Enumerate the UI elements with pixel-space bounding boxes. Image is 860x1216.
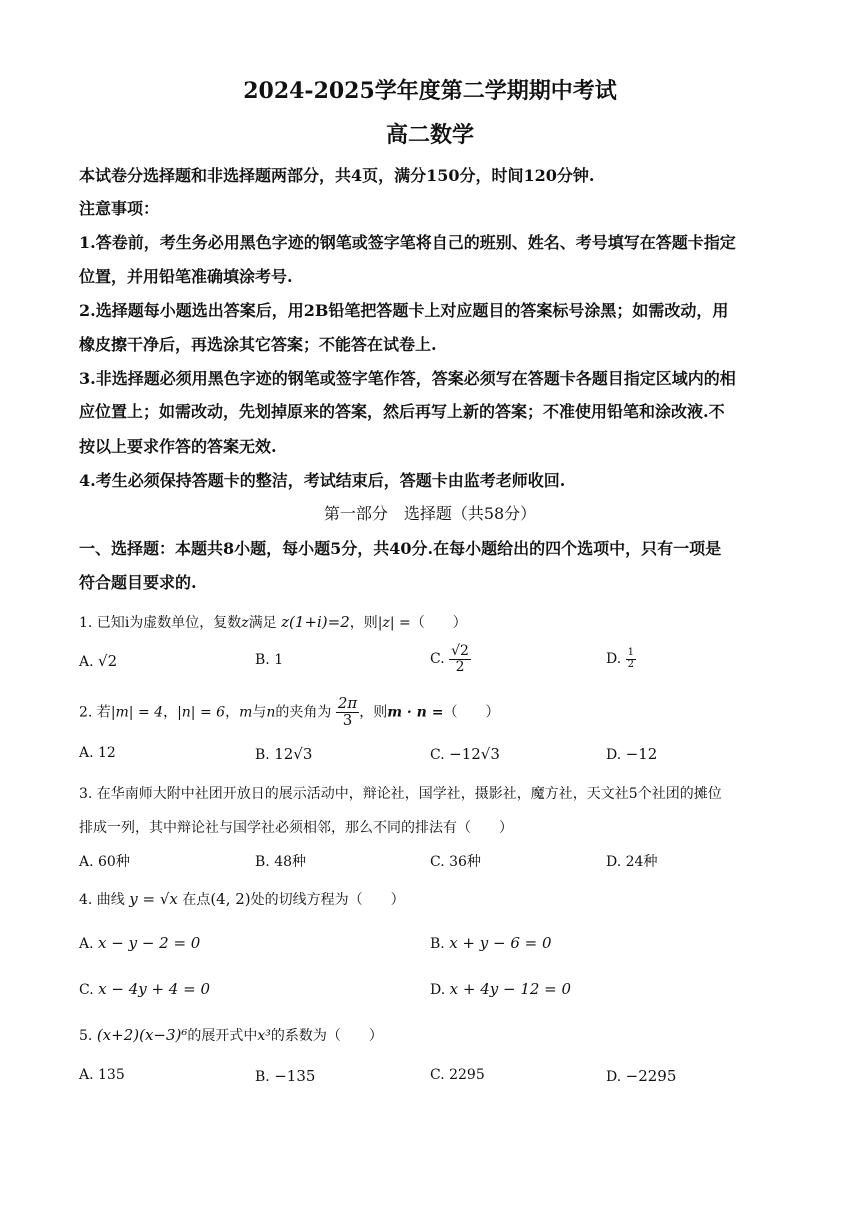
q5-option-d[interactable]: D. −2295 [606,1067,677,1085]
q2-option-b[interactable]: B. 12√3 [255,745,313,763]
section-instruction: 一、选择题：本题共8小题，每小题5分，共40分.在每小题给出的四个选项中，只有一项是 [79,539,722,558]
notice-line: 橡皮擦干净后，再选涂其它答案；不能答在试卷上. [79,335,437,354]
q1-option-a[interactable]: A. √2 [79,652,118,670]
q2-option-a[interactable]: A. 12 [79,745,116,761]
q1-fraction: $\frac{√2}{2}$ [451,643,469,675]
q5-option-b[interactable]: B. −135 [255,1067,316,1085]
q5-option-c[interactable]: C. 2295 [430,1067,485,1083]
section-instruction: 符合题目要求的. [79,573,197,592]
notice-line: 1.答卷前，考生务必用黑色字迹的钢笔或签字笔将自己的班别、姓名、考号填写在答题卡指定 [79,233,736,252]
exam-summary: 本试卷分选择题和非选择题两部分，共4页，满分150分，时间120分钟. [79,166,595,185]
question-2: 2. 若|m| = 4，|n| = 6，m与n的夹角为 $\frac{2\pi}{3}$ ，则m · n =（ ） [79,694,500,729]
q2-angle-fraction: $\frac{2\pi}{3}$ [337,694,358,729]
part1-heading: 第一部分 选择题（共58分） [323,504,537,523]
notice-line: 3.非选择题必须用黑色字迹的钢笔或签字笔作答，答案必须写在答题卡各题目指定区域内的相 [79,369,736,388]
q3-option-c[interactable]: C. 36种 [430,854,481,870]
question-3-line: 排成一列，其中辩论社与国学社必须相邻，那么不同的排法有（ ） [79,820,513,836]
q3-option-b[interactable]: B. 48种 [255,854,307,870]
q1-option-b[interactable]: B. 1 [255,652,284,668]
notice-line: 应位置上；如需改动，先划掉原来的答案，然后再写上新的答案；不准使用铅笔和涂改液.不 [79,402,725,421]
q1-option-c[interactable]: C. $\frac{√2}{2}$ [430,643,469,675]
q4-point: (4, 2) [210,890,251,908]
notice-line: 4.考生必须保持答题卡的整洁，考试结束后，答题卡由监考老师收回. [79,471,566,490]
q4-option-d[interactable]: D. x + 4y − 12 = 0 [430,980,572,998]
q5-expression: (x+2)(x−3)⁶ [96,1026,188,1044]
q5-term: x³ [257,1028,271,1044]
q4-curve: y = √x [129,890,178,908]
q4-option-a[interactable]: A. x − y − 2 = 0 [79,934,201,952]
q4-option-c[interactable]: C. x − 4y + 4 = 0 [79,980,211,998]
q2-dot-product: m · n = [387,704,444,721]
notice-line: 2.选择题每小题选出答案后，用2B铅笔把答题卡上对应题目的答案标号涂黑；如需改动，用 [79,301,729,320]
q3-option-d[interactable]: D. 24种 [606,854,658,870]
question-4: 4. 曲线 y = √x 在点(4, 2)处的切线方程为（ ） [79,890,405,908]
notice-line: 位置，并用铅笔准确填涂考号. [79,267,293,286]
q1-half-fraction: $\frac{1}{2}$ [627,647,635,670]
question-5: 5. (x+2)(x−3)⁶的展开式中x³的系数为（ ） [79,1026,383,1044]
exam-title: 2024-2025学年度第二学期期中考试 [243,78,617,104]
q2-option-d[interactable]: D. −12 [606,745,658,763]
q1-equation: z(1+i)=2 [281,613,350,631]
q4-option-b[interactable]: B. x + y − 6 = 0 [430,934,552,952]
question-1: 1. 已知i为虚数单位，复数z满足 z(1+i)=2，则|z| =（ ） [79,613,467,631]
exam-subject: 高二数学 [385,122,474,148]
q1-option-d[interactable]: D. $\frac{1}{2}$ [606,647,635,670]
q5-option-a[interactable]: A. 135 [79,1067,125,1083]
notice-line: 按以上要求作答的答案无效. [79,437,277,456]
q2-option-c[interactable]: C. −12√3 [430,745,500,763]
q1-modulus: |z| = [377,615,411,631]
q3-option-a[interactable]: A. 60种 [79,854,130,870]
notice-heading: 注意事项： [79,199,160,218]
question-3-line: 3. 在华南师大附中社团开放日的展示活动中，辩论社，国学社，摄影社，魔方社，天文社5个社团的摊位 [79,786,722,802]
